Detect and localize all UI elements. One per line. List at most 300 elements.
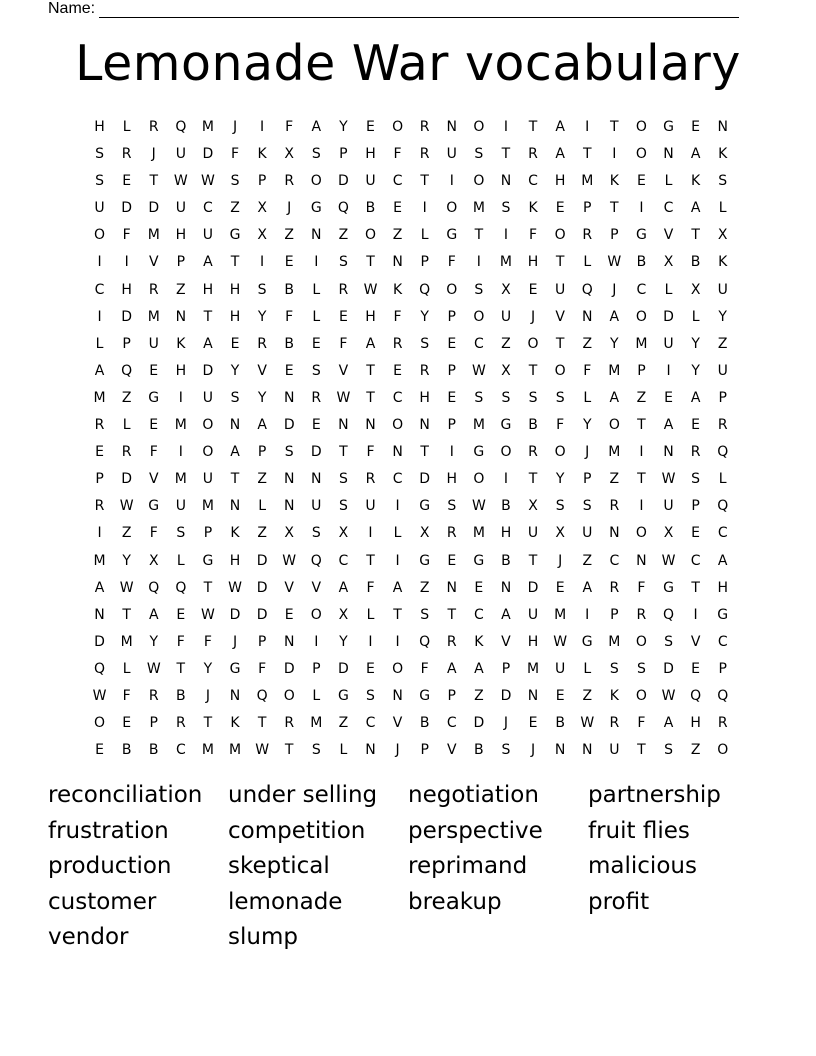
grid-letter[interactable]: C: [175, 742, 186, 759]
grid-letter[interactable]: F: [285, 119, 294, 135]
grid-letter[interactable]: M: [608, 444, 621, 461]
grid-letter[interactable]: Z: [284, 227, 294, 244]
grid-letter[interactable]: F: [285, 308, 294, 325]
grid-letter[interactable]: N: [392, 254, 403, 271]
grid-letter[interactable]: S: [230, 173, 240, 190]
grid-letter[interactable]: N: [365, 417, 376, 434]
grid-letter[interactable]: E: [122, 173, 132, 190]
grid-letter[interactable]: T: [366, 362, 375, 379]
grid-letter[interactable]: L: [339, 742, 348, 759]
grid-letter[interactable]: A: [555, 146, 565, 163]
grid-letter[interactable]: Z: [582, 687, 593, 704]
grid-letter[interactable]: R: [175, 715, 186, 732]
grid-letter[interactable]: U: [555, 281, 566, 298]
grid-letter[interactable]: X: [257, 200, 267, 217]
grid-letter[interactable]: R: [121, 444, 132, 461]
grid-letter[interactable]: T: [447, 606, 457, 623]
grid-letter[interactable]: S: [420, 335, 430, 352]
grid-letter[interactable]: Z: [474, 687, 484, 704]
grid-letter[interactable]: P: [501, 660, 511, 677]
grid-letter[interactable]: R: [609, 715, 620, 732]
grid-letter[interactable]: A: [365, 335, 376, 352]
grid-letter[interactable]: Z: [582, 335, 593, 352]
grid-letter[interactable]: E: [122, 715, 132, 732]
grid-letter[interactable]: B: [284, 281, 294, 298]
grid-letter[interactable]: A: [148, 606, 159, 623]
grid-letter[interactable]: I: [585, 119, 590, 135]
grid-letter[interactable]: H: [94, 119, 105, 135]
grid-letter[interactable]: H: [175, 362, 187, 379]
grid-letter[interactable]: R: [419, 362, 430, 379]
grid-letter[interactable]: Z: [501, 335, 511, 352]
grid-letter[interactable]: M: [472, 200, 485, 217]
grid-letter[interactable]: N: [283, 498, 295, 515]
grid-letter[interactable]: T: [203, 579, 213, 596]
grid-letter[interactable]: S: [284, 444, 294, 461]
grid-letter[interactable]: X: [148, 552, 159, 569]
grid-letter[interactable]: O: [554, 444, 566, 461]
grid-letter[interactable]: T: [555, 254, 565, 271]
grid-letter[interactable]: T: [610, 119, 619, 135]
grid-letter[interactable]: V: [555, 308, 565, 325]
grid-letter[interactable]: K: [718, 146, 728, 163]
grid-letter[interactable]: G: [473, 444, 485, 461]
grid-letter[interactable]: K: [691, 173, 701, 190]
grid-letter[interactable]: N: [229, 498, 241, 515]
grid-letter[interactable]: R: [609, 498, 620, 515]
grid-letter[interactable]: E: [230, 335, 240, 352]
grid-letter[interactable]: S: [257, 281, 267, 298]
grid-letter[interactable]: P: [447, 308, 456, 325]
grid-letter[interactable]: I: [97, 308, 102, 325]
grid-letter[interactable]: J: [612, 281, 617, 298]
grid-letter[interactable]: A: [501, 606, 511, 623]
grid-letter[interactable]: S: [691, 471, 701, 488]
grid-letter[interactable]: S: [664, 633, 673, 650]
grid-letter[interactable]: Y: [339, 119, 348, 135]
grid-letter[interactable]: X: [663, 525, 674, 542]
grid-letter[interactable]: P: [203, 525, 213, 542]
grid-letter[interactable]: Y: [230, 362, 240, 379]
grid-letter[interactable]: U: [175, 200, 186, 217]
grid-letter[interactable]: E: [447, 335, 457, 352]
grid-letter[interactable]: V: [257, 362, 267, 379]
grid-letter[interactable]: H: [365, 308, 376, 325]
grid-letter[interactable]: Q: [175, 579, 187, 596]
grid-letter[interactable]: L: [312, 281, 321, 298]
grid-letter[interactable]: L: [664, 173, 673, 190]
grid-letter[interactable]: R: [446, 633, 457, 650]
grid-letter[interactable]: O: [500, 444, 512, 461]
grid-letter[interactable]: A: [717, 552, 728, 569]
grid-letter[interactable]: F: [149, 525, 158, 542]
grid-letter[interactable]: L: [176, 552, 185, 569]
grid-letter[interactable]: C: [392, 389, 403, 406]
grid-letter[interactable]: S: [528, 389, 538, 406]
grid-letter[interactable]: A: [663, 417, 674, 434]
grid-letter[interactable]: O: [473, 471, 485, 488]
grid-letter[interactable]: N: [636, 552, 647, 569]
grid-letter[interactable]: I: [585, 606, 590, 623]
grid-letter[interactable]: L: [583, 389, 592, 406]
grid-letter[interactable]: G: [419, 687, 431, 704]
grid-letter[interactable]: D: [121, 308, 133, 325]
grid-letter[interactable]: L: [312, 308, 321, 325]
grid-letter[interactable]: T: [122, 606, 131, 623]
grid-letter[interactable]: Y: [691, 362, 700, 379]
grid-letter[interactable]: Q: [663, 606, 675, 623]
grid-letter[interactable]: S: [230, 389, 240, 406]
grid-letter[interactable]: Z: [392, 227, 403, 244]
grid-letter[interactable]: T: [203, 715, 213, 732]
grid-letter[interactable]: N: [283, 471, 295, 488]
grid-letter[interactable]: X: [338, 525, 349, 542]
grid-letter[interactable]: B: [555, 715, 565, 732]
grid-letter[interactable]: S: [338, 254, 348, 271]
grid-letter[interactable]: A: [94, 362, 105, 379]
grid-letter[interactable]: S: [474, 389, 484, 406]
grid-letter[interactable]: W: [471, 362, 486, 379]
grid-letter[interactable]: O: [202, 417, 214, 434]
grid-letter[interactable]: E: [691, 417, 701, 434]
grid-letter[interactable]: D: [419, 471, 431, 488]
grid-letter[interactable]: I: [124, 254, 129, 271]
grid-letter[interactable]: I: [97, 525, 102, 542]
grid-letter[interactable]: A: [663, 715, 674, 732]
grid-letter[interactable]: H: [446, 471, 458, 488]
grid-letter[interactable]: U: [94, 200, 105, 217]
grid-letter[interactable]: C: [636, 281, 647, 298]
grid-letter[interactable]: T: [366, 254, 375, 271]
grid-letter[interactable]: M: [635, 335, 648, 352]
grid-letter[interactable]: P: [420, 254, 429, 271]
grid-letter[interactable]: Z: [609, 471, 620, 488]
grid-letter[interactable]: Y: [582, 417, 592, 434]
grid-letter[interactable]: R: [257, 335, 267, 352]
grid-letter[interactable]: C: [717, 525, 728, 542]
grid-letter[interactable]: L: [122, 660, 131, 677]
grid-letter[interactable]: N: [609, 525, 620, 542]
grid-letter[interactable]: S: [718, 173, 728, 190]
grid-letter[interactable]: A: [311, 119, 322, 135]
grid-letter[interactable]: R: [582, 227, 593, 244]
grid-letter[interactable]: W: [553, 633, 568, 650]
grid-letter[interactable]: O: [635, 119, 647, 135]
grid-letter[interactable]: M: [147, 308, 160, 325]
grid-letter[interactable]: B: [501, 498, 511, 515]
grid-letter[interactable]: H: [121, 281, 132, 298]
grid-letter[interactable]: B: [419, 715, 430, 732]
grid-letter[interactable]: O: [635, 146, 647, 163]
grid-letter[interactable]: Z: [690, 742, 701, 759]
grid-letter[interactable]: M: [201, 742, 214, 759]
grid-letter[interactable]: G: [419, 498, 431, 515]
grid-letter[interactable]: P: [610, 227, 619, 244]
grid-letter[interactable]: O: [608, 417, 620, 434]
grid-letter[interactable]: H: [690, 715, 701, 732]
grid-letter[interactable]: I: [422, 200, 427, 217]
grid-letter[interactable]: X: [717, 227, 728, 244]
grid-letter[interactable]: G: [663, 119, 674, 135]
grid-letter[interactable]: T: [366, 389, 375, 406]
grid-letter[interactable]: S: [501, 200, 511, 217]
grid-letter[interactable]: F: [366, 444, 375, 461]
grid-letter[interactable]: D: [94, 633, 105, 650]
grid-letter[interactable]: T: [691, 579, 700, 596]
grid-letter[interactable]: U: [527, 525, 539, 542]
grid-letter[interactable]: Y: [203, 660, 213, 677]
grid-letter[interactable]: S: [474, 146, 484, 163]
grid-letter[interactable]: O: [446, 281, 458, 298]
grid-letter[interactable]: M: [174, 417, 187, 434]
grid-letter[interactable]: G: [148, 498, 160, 515]
grid-letter[interactable]: L: [718, 200, 727, 217]
grid-letter[interactable]: O: [446, 200, 458, 217]
grid-letter[interactable]: M: [174, 471, 187, 488]
grid-letter[interactable]: N: [229, 417, 241, 434]
grid-letter[interactable]: W: [661, 687, 676, 704]
grid-letter[interactable]: F: [529, 227, 538, 244]
grid-letter[interactable]: N: [338, 417, 349, 434]
grid-letter[interactable]: Z: [636, 389, 647, 406]
grid-letter[interactable]: S: [311, 742, 321, 759]
grid-letter[interactable]: T: [691, 227, 700, 244]
grid-letter[interactable]: X: [338, 606, 349, 623]
grid-letter[interactable]: E: [149, 362, 159, 379]
grid-letter[interactable]: I: [178, 389, 183, 406]
grid-letter[interactable]: O: [473, 173, 485, 190]
grid-letter[interactable]: M: [472, 417, 485, 434]
grid-letter[interactable]: F: [339, 335, 348, 352]
grid-letter[interactable]: W: [255, 742, 270, 759]
grid-letter[interactable]: A: [582, 579, 593, 596]
grid-letter[interactable]: I: [666, 362, 671, 379]
grid-letter[interactable]: W: [363, 281, 378, 298]
grid-letter[interactable]: H: [229, 281, 241, 298]
grid-letter[interactable]: G: [229, 660, 241, 677]
grid-letter[interactable]: S: [311, 362, 321, 379]
grid-letter[interactable]: R: [284, 715, 295, 732]
name-underline[interactable]: [99, 3, 739, 18]
grid-letter[interactable]: F: [393, 146, 402, 163]
grid-letter[interactable]: L: [718, 471, 727, 488]
grid-letter[interactable]: P: [257, 444, 267, 461]
grid-letter[interactable]: O: [717, 742, 729, 759]
grid-letter[interactable]: U: [148, 335, 159, 352]
grid-letter[interactable]: I: [449, 173, 454, 190]
grid-letter[interactable]: Y: [122, 552, 131, 569]
grid-letter[interactable]: L: [258, 498, 267, 515]
grid-letter[interactable]: T: [610, 200, 619, 217]
grid-letter[interactable]: I: [639, 444, 644, 461]
grid-letter[interactable]: D: [500, 687, 512, 704]
grid-letter[interactable]: I: [449, 444, 454, 461]
grid-letter[interactable]: S: [366, 687, 375, 704]
grid-letter[interactable]: J: [205, 687, 210, 704]
grid-letter[interactable]: I: [639, 498, 644, 515]
grid-letter[interactable]: E: [528, 281, 538, 298]
grid-letter[interactable]: O: [392, 417, 404, 434]
grid-letter[interactable]: P: [583, 200, 592, 217]
grid-letter[interactable]: Q: [121, 362, 133, 379]
grid-letter[interactable]: U: [175, 498, 186, 515]
grid-letter[interactable]: X: [257, 227, 267, 244]
grid-letter[interactable]: T: [203, 308, 213, 325]
grid-letter[interactable]: P: [339, 146, 348, 163]
grid-letter[interactable]: B: [121, 742, 132, 759]
grid-letter[interactable]: O: [635, 687, 647, 704]
grid-letter[interactable]: F: [447, 254, 456, 271]
grid-letter[interactable]: U: [500, 308, 512, 325]
grid-letter[interactable]: A: [257, 417, 267, 434]
grid-letter[interactable]: N: [500, 579, 512, 596]
grid-letter[interactable]: X: [501, 281, 511, 298]
grid-letter[interactable]: G: [635, 227, 647, 244]
grid-letter[interactable]: Y: [555, 471, 565, 488]
grid-letter[interactable]: S: [501, 742, 511, 759]
grid-letter[interactable]: R: [717, 417, 728, 434]
grid-letter[interactable]: O: [310, 606, 322, 623]
grid-letter[interactable]: W: [92, 687, 107, 704]
grid-letter[interactable]: T: [528, 362, 538, 379]
grid-letter[interactable]: W: [119, 579, 134, 596]
grid-letter[interactable]: K: [230, 715, 240, 732]
grid-letter[interactable]: N: [581, 308, 593, 325]
grid-letter[interactable]: W: [607, 254, 622, 271]
grid-letter[interactable]: Y: [149, 633, 159, 650]
grid-letter[interactable]: C: [203, 200, 213, 217]
grid-letter[interactable]: X: [690, 281, 701, 298]
grid-letter[interactable]: M: [581, 173, 594, 190]
grid-letter[interactable]: E: [311, 335, 321, 352]
grid-letter[interactable]: J: [503, 715, 509, 732]
grid-letter[interactable]: E: [447, 389, 457, 406]
grid-letter[interactable]: S: [447, 498, 457, 515]
grid-letter[interactable]: P: [447, 417, 456, 434]
grid-letter[interactable]: C: [473, 335, 484, 352]
grid-letter[interactable]: O: [283, 687, 295, 704]
grid-letter[interactable]: P: [637, 362, 646, 379]
grid-letter[interactable]: R: [528, 146, 538, 163]
grid-letter[interactable]: H: [717, 579, 728, 596]
grid-letter[interactable]: L: [664, 281, 673, 298]
grid-letter[interactable]: X: [284, 146, 294, 163]
grid-letter[interactable]: O: [392, 119, 404, 135]
grid-letter[interactable]: V: [148, 471, 159, 488]
grid-letter[interactable]: V: [338, 362, 349, 379]
grid-letter[interactable]: I: [693, 606, 698, 623]
grid-letter[interactable]: D: [338, 660, 349, 677]
grid-letter[interactable]: R: [148, 119, 159, 135]
grid-letter[interactable]: D: [527, 579, 539, 596]
grid-letter[interactable]: Z: [338, 715, 349, 732]
grid-letter[interactable]: L: [122, 417, 131, 434]
grid-letter[interactable]: E: [95, 444, 104, 461]
grid-letter[interactable]: S: [474, 281, 484, 298]
grid-letter[interactable]: X: [501, 362, 511, 379]
grid-letter[interactable]: Z: [582, 552, 593, 569]
grid-letter[interactable]: G: [500, 417, 512, 434]
grid-letter[interactable]: P: [149, 715, 158, 732]
grid-letter[interactable]: S: [311, 146, 321, 163]
grid-letter[interactable]: U: [663, 498, 674, 515]
grid-letter[interactable]: P: [718, 389, 727, 406]
grid-letter[interactable]: E: [555, 687, 565, 704]
grid-letter[interactable]: L: [95, 335, 104, 352]
grid-letter[interactable]: U: [527, 606, 539, 623]
grid-letter[interactable]: N: [392, 444, 403, 461]
grid-letter[interactable]: S: [582, 498, 592, 515]
grid-letter[interactable]: L: [312, 687, 321, 704]
grid-letter[interactable]: M: [120, 633, 133, 650]
grid-letter[interactable]: I: [476, 254, 481, 271]
grid-letter[interactable]: F: [420, 660, 429, 677]
grid-letter[interactable]: M: [554, 606, 567, 623]
grid-letter[interactable]: Y: [691, 335, 700, 352]
grid-letter[interactable]: U: [609, 742, 620, 759]
grid-letter[interactable]: Q: [581, 281, 593, 298]
grid-letter[interactable]: T: [149, 173, 159, 190]
grid-letter[interactable]: Y: [339, 633, 348, 650]
grid-letter[interactable]: X: [555, 525, 565, 542]
grid-letter[interactable]: H: [500, 525, 512, 542]
grid-letter[interactable]: O: [527, 335, 539, 352]
grid-letter[interactable]: E: [528, 715, 538, 732]
grid-letter[interactable]: I: [368, 633, 373, 650]
grid-letter[interactable]: L: [691, 308, 700, 325]
grid-letter[interactable]: H: [229, 308, 241, 325]
grid-letter[interactable]: P: [257, 173, 267, 190]
grid-letter[interactable]: R: [94, 417, 105, 434]
grid-letter[interactable]: W: [661, 552, 676, 569]
grid-letter[interactable]: D: [148, 200, 160, 217]
grid-letter[interactable]: O: [310, 173, 322, 190]
grid-letter[interactable]: L: [583, 660, 592, 677]
grid-letter[interactable]: E: [393, 362, 402, 379]
grid-letter[interactable]: E: [366, 119, 375, 135]
grid-letter[interactable]: Z: [257, 525, 267, 542]
grid-letter[interactable]: F: [583, 362, 592, 379]
grid-letter[interactable]: E: [447, 552, 457, 569]
grid-letter[interactable]: W: [201, 173, 215, 190]
grid-letter[interactable]: O: [473, 308, 485, 325]
grid-letter[interactable]: M: [93, 389, 106, 406]
grid-letter[interactable]: S: [636, 660, 646, 677]
grid-letter[interactable]: F: [366, 579, 375, 596]
grid-letter[interactable]: B: [474, 742, 484, 759]
grid-letter[interactable]: W: [282, 552, 297, 569]
grid-letter[interactable]: S: [609, 660, 619, 677]
grid-letter[interactable]: U: [446, 146, 457, 163]
grid-letter[interactable]: N: [283, 633, 295, 650]
grid-letter[interactable]: M: [499, 254, 512, 271]
grid-letter[interactable]: E: [176, 606, 186, 623]
grid-letter[interactable]: N: [175, 308, 187, 325]
grid-letter[interactable]: Y: [718, 308, 727, 325]
grid-letter[interactable]: R: [690, 444, 701, 461]
grid-letter[interactable]: U: [175, 146, 186, 163]
grid-letter[interactable]: E: [555, 200, 565, 217]
grid-letter[interactable]: O: [635, 308, 647, 325]
grid-letter[interactable]: Z: [230, 200, 240, 217]
grid-letter[interactable]: D: [473, 715, 485, 732]
grid-letter[interactable]: G: [202, 552, 214, 569]
grid-letter[interactable]: C: [446, 715, 457, 732]
grid-letter[interactable]: X: [663, 254, 674, 271]
grid-letter[interactable]: D: [310, 444, 322, 461]
grid-letter[interactable]: A: [609, 389, 620, 406]
grid-letter[interactable]: O: [94, 715, 106, 732]
